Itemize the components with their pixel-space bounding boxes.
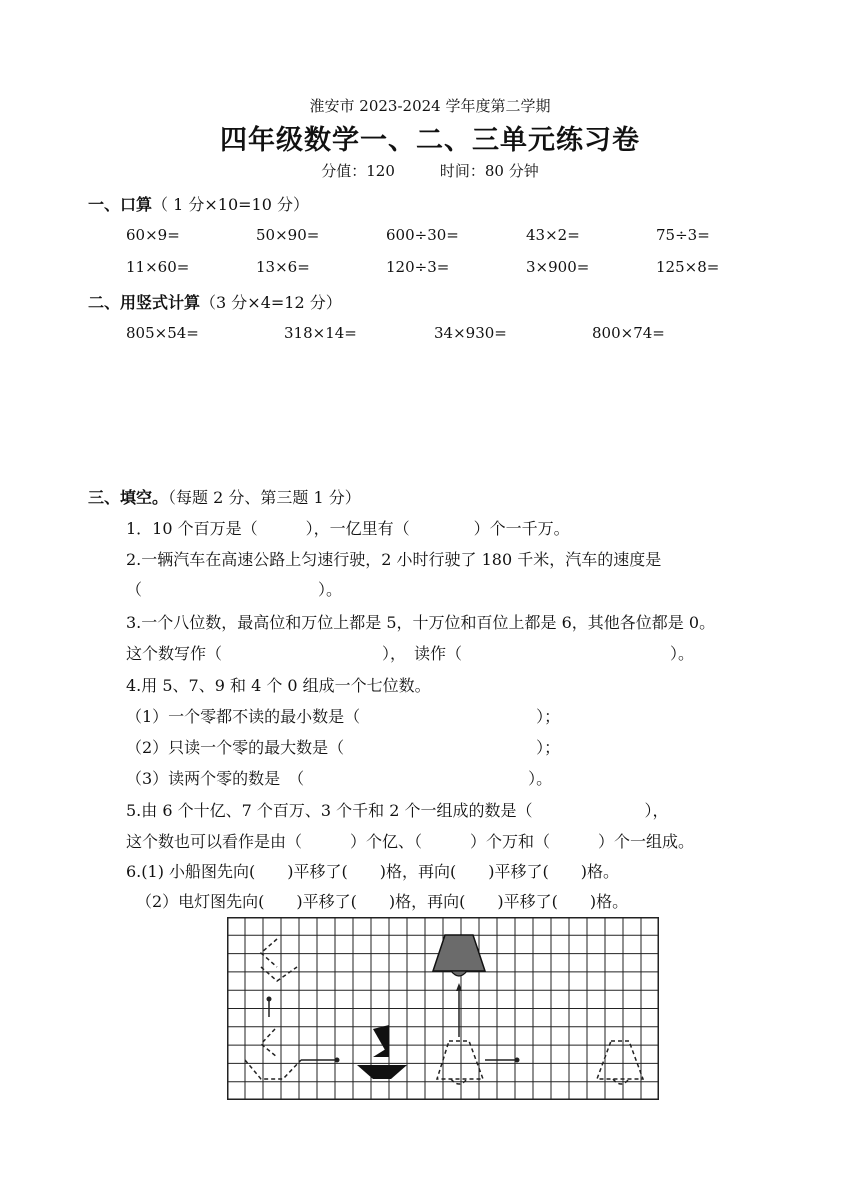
section3-header (88, 485, 361, 508)
section2-header (88, 290, 342, 313)
fill-blank-line: 这个数也可以看作是由（ ）个亿、（ ）个万和（ ）个一组成。 (126, 832, 695, 851)
fill-blank-line: 5.由 6 个十亿、7 个百万、3 个千和 2 个一组成的数是（ ）， (126, 801, 669, 820)
oral-item: 11×60= (126, 258, 190, 276)
move-dot (335, 1058, 340, 1063)
fill-blank-line: 1．10 个百万是（ ），一亿里有（ ）个一千万。 (126, 519, 570, 538)
exam-meta: 分值：120 时间：80 分钟 (321, 162, 539, 180)
fill-blank-line: 2.一辆汽车在高速公路上匀速行驶，2 小时行驶了 180 千米，汽车的速度是 (126, 550, 662, 569)
vertical-calc-item: 34×930= (434, 324, 507, 342)
section2-heading: 二、用竖式计算 (88, 293, 201, 312)
exam-title: 四年级数学一、二、三单元练习卷 (220, 125, 640, 156)
exam-subtitle: 淮安市 2023-2024 学年度第二学期 (309, 97, 551, 115)
fill-blank-line: 6.(1) 小船图先向( )平移了( )格，再向( )平移了( )格。 (126, 862, 619, 881)
vertical-calc-item: 800×74= (592, 324, 665, 342)
fill-blank-line: 3.一个八位数，最高位和万位上都是 5，十万位和百位上都是 6，其他各位都是 0。 (126, 613, 716, 632)
section2-note: （3 分×4=12 分） (200, 293, 342, 312)
fill-blank-line: （2）只读一个零的最大数是（ ）； (126, 738, 561, 757)
oral-item: 50×90= (256, 226, 320, 244)
fill-blank-line: 这个数写作（ ）， 读作（ ）。 (126, 644, 695, 663)
oral-item: 75÷3= (656, 226, 710, 244)
fill-blank-line: （2）电灯图先向( )平移了( )格，再向( )平移了( )格。 (136, 892, 629, 911)
oral-item: 3×900= (526, 258, 590, 276)
fill-blank-line: （3）读两个零的数是 （ ）。 (126, 769, 553, 788)
grid-svg (227, 917, 659, 1100)
section3-note: （每题 2 分、第三题 1 分） (168, 488, 361, 507)
oral-item: 600÷30= (386, 226, 459, 244)
move-dot (515, 1058, 520, 1063)
boat-icon (357, 1025, 407, 1079)
section1-note: （ 1 分×10=10 分） (152, 195, 309, 214)
oral-item: 43×2= (526, 226, 580, 244)
section1-header (88, 192, 309, 215)
fill-blank-line: （ ）。 (126, 580, 343, 599)
lamp-icon (433, 935, 485, 976)
translation-grid-figure (227, 917, 659, 1100)
oral-item: 13×6= (256, 258, 310, 276)
oral-item: 125×8= (656, 258, 720, 276)
arrow-dot (267, 997, 272, 1002)
section1-heading: 一、口算 (88, 195, 153, 214)
vertical-calc-item: 318×14= (284, 324, 357, 342)
section3-heading: 三、填空。 (88, 488, 169, 507)
oral-item: 60×9= (126, 226, 180, 244)
fill-blank-line: （1）一个零都不读的最小数是（ ）； (126, 707, 561, 726)
lamp-dashed-outline (437, 1041, 643, 1084)
oral-item: 120÷3= (386, 258, 450, 276)
vertical-calc-item: 805×54= (126, 324, 199, 342)
fill-blank-line: 4.用 5、7、9 和 4 个 0 组成一个七位数。 (126, 676, 431, 695)
